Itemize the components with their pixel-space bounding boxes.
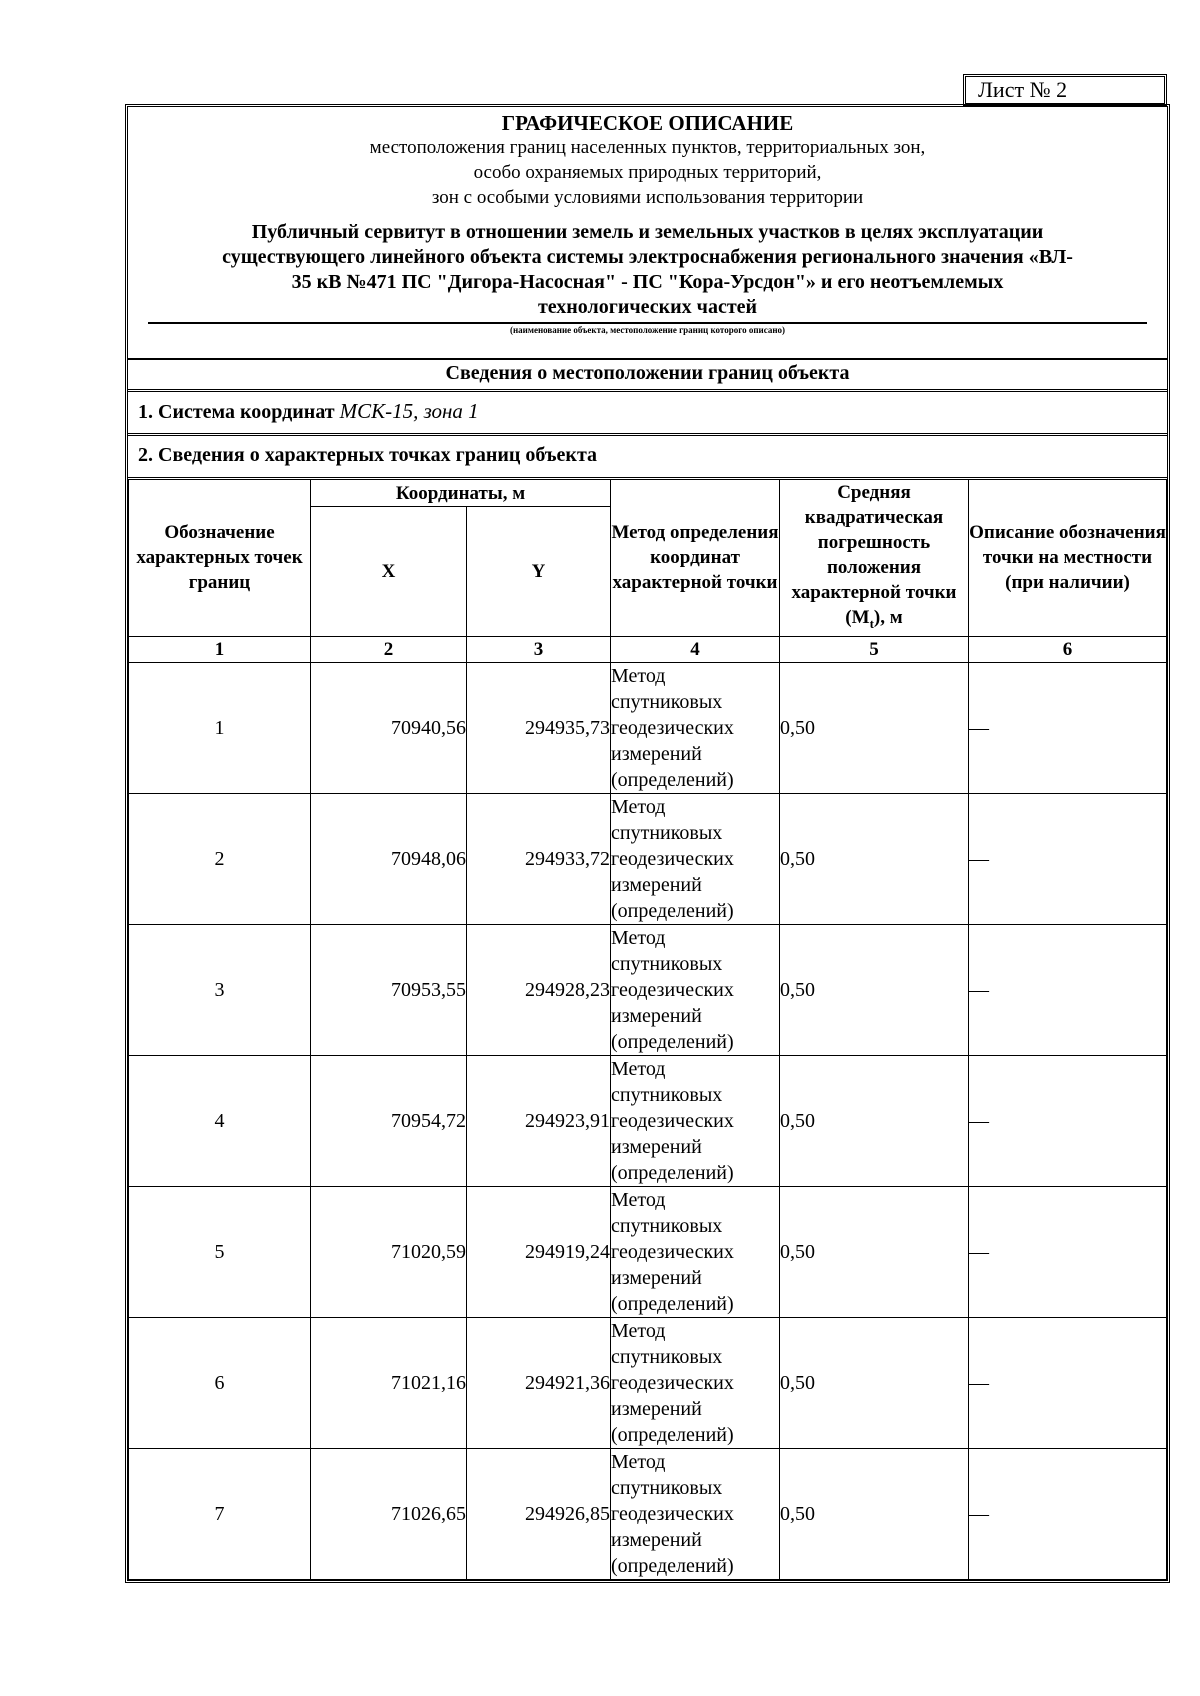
- column-number: 5: [780, 636, 969, 662]
- point-description: —: [969, 1055, 1167, 1186]
- points-section-label: 2. Сведения о характерных точках границ объекта: [138, 444, 598, 466]
- point-id: 5: [129, 1186, 311, 1317]
- sheet-number: Лист № 2: [963, 74, 1167, 106]
- error-value: 0,50: [780, 924, 969, 1055]
- coordinate-system-row: [128, 389, 1167, 433]
- header-coordinates: Координаты, м: [311, 479, 611, 507]
- subtitle-line: особо охраняемых природных территорий,: [473, 162, 822, 183]
- point-id: 6: [129, 1317, 311, 1448]
- method: Метод спутниковых геодезических измерений (определений): [611, 662, 780, 793]
- error-value: 0,50: [780, 662, 969, 793]
- column-number: 1: [129, 636, 311, 662]
- document-header: [128, 107, 1167, 360]
- coord-y: 294935,73: [467, 662, 611, 793]
- coord-y: 294928,23: [467, 924, 611, 1055]
- table-row: [129, 1448, 1167, 1579]
- error-value: 0,50: [780, 1317, 969, 1448]
- point-description: —: [969, 1317, 1167, 1448]
- table-row: [129, 793, 1167, 924]
- point-id: 7: [129, 1448, 311, 1579]
- point-id: 3: [129, 924, 311, 1055]
- error-value: 0,50: [780, 1186, 969, 1317]
- column-number: 6: [969, 636, 1167, 662]
- header-error-text: Средняя квадратическая погрешность положения характерной точки (M: [791, 482, 957, 628]
- error-value: 0,50: [780, 1055, 969, 1186]
- method: Метод спутниковых геодезических измерений (определений): [611, 1055, 780, 1186]
- header-y: Y: [467, 507, 611, 637]
- object-caption: (наименование объекта, местоположение границ которого описано): [509, 325, 786, 335]
- coord-y: 294923,91: [467, 1055, 611, 1186]
- column-number: 4: [611, 636, 780, 662]
- header-error: [780, 479, 969, 637]
- point-description: —: [969, 662, 1167, 793]
- section-title: Сведения о местоположении границ объекта: [445, 362, 850, 384]
- points-table: [128, 477, 1167, 1580]
- object-name: [148, 220, 1147, 320]
- method: Метод спутниковых геодезических измерений (определений): [611, 1186, 780, 1317]
- header-point: Обозначение характерных точек границ: [129, 479, 311, 637]
- coord-x: 71020,59: [311, 1186, 467, 1317]
- method: Метод спутниковых геодезических измерений (определений): [611, 1317, 780, 1448]
- coord-x: 70948,06: [311, 793, 467, 924]
- document-title: ГРАФИЧЕСКОЕ ОПИСАНИЕ: [501, 111, 794, 135]
- coord-x: 71026,65: [311, 1448, 467, 1579]
- error-value: 0,50: [780, 793, 969, 924]
- method: Метод спутниковых геодезических измерений (определений): [611, 924, 780, 1055]
- point-description: —: [969, 1448, 1167, 1579]
- coordinate-system-label: 1. Система координат: [138, 401, 335, 423]
- header-error-subscript: t: [869, 615, 874, 631]
- point-id: 1: [129, 662, 311, 793]
- header-x: X: [311, 507, 467, 637]
- method: Метод спутниковых геодезических измерений (определений): [611, 793, 780, 924]
- coord-y: 294921,36: [467, 1317, 611, 1448]
- coord-y: 294926,85: [467, 1448, 611, 1579]
- object-name-line: 35 кВ №471 ПС "Дигора-Насосная" - ПС "Кора-Урсдон"» и его неотъемлемых: [291, 271, 1004, 293]
- table-row: [129, 662, 1167, 793]
- point-description: —: [969, 793, 1167, 924]
- table-row: [129, 1317, 1167, 1448]
- header-error-suffix: ), м: [873, 607, 903, 628]
- coord-x: 70953,55: [311, 924, 467, 1055]
- subtitle-line: зон с особыми условиями использования территории: [431, 187, 864, 208]
- coord-y: 294933,72: [467, 793, 611, 924]
- document-frame: [125, 104, 1170, 1583]
- point-id: 4: [129, 1055, 311, 1186]
- coordinate-system-value: МСК-15, зона 1: [339, 399, 479, 423]
- method: Метод спутниковых геодезических измерений (определений): [611, 1448, 780, 1579]
- coord-x: 70954,72: [311, 1055, 467, 1186]
- header-method: Метод определения координат характерной точки: [611, 479, 780, 637]
- coord-x: 70940,56: [311, 662, 467, 793]
- points-section-title: [128, 433, 1167, 477]
- error-value: 0,50: [780, 1448, 969, 1579]
- column-number: 2: [311, 636, 467, 662]
- header-description: Описание обозначения точки на местности (при наличии): [969, 479, 1167, 637]
- coord-y: 294919,24: [467, 1186, 611, 1317]
- point-id: 2: [129, 793, 311, 924]
- object-name-line: существующего линейного объекта системы электроснабжения регионального значения «ВЛ-: [222, 246, 1073, 268]
- point-description: —: [969, 924, 1167, 1055]
- object-name-line: технологических частей: [537, 296, 758, 318]
- subtitle-line: местоположения границ населенных пунктов, территориальных зон,: [369, 137, 926, 158]
- table-row: [129, 1055, 1167, 1186]
- coord-x: 71021,16: [311, 1317, 467, 1448]
- point-description: —: [969, 1186, 1167, 1317]
- table-row: [129, 1186, 1167, 1317]
- column-number: 3: [467, 636, 611, 662]
- object-name-line: Публичный сервитут в отношении земель и земельных участков в целях эксплуатации: [251, 221, 1044, 243]
- table-row: [129, 924, 1167, 1055]
